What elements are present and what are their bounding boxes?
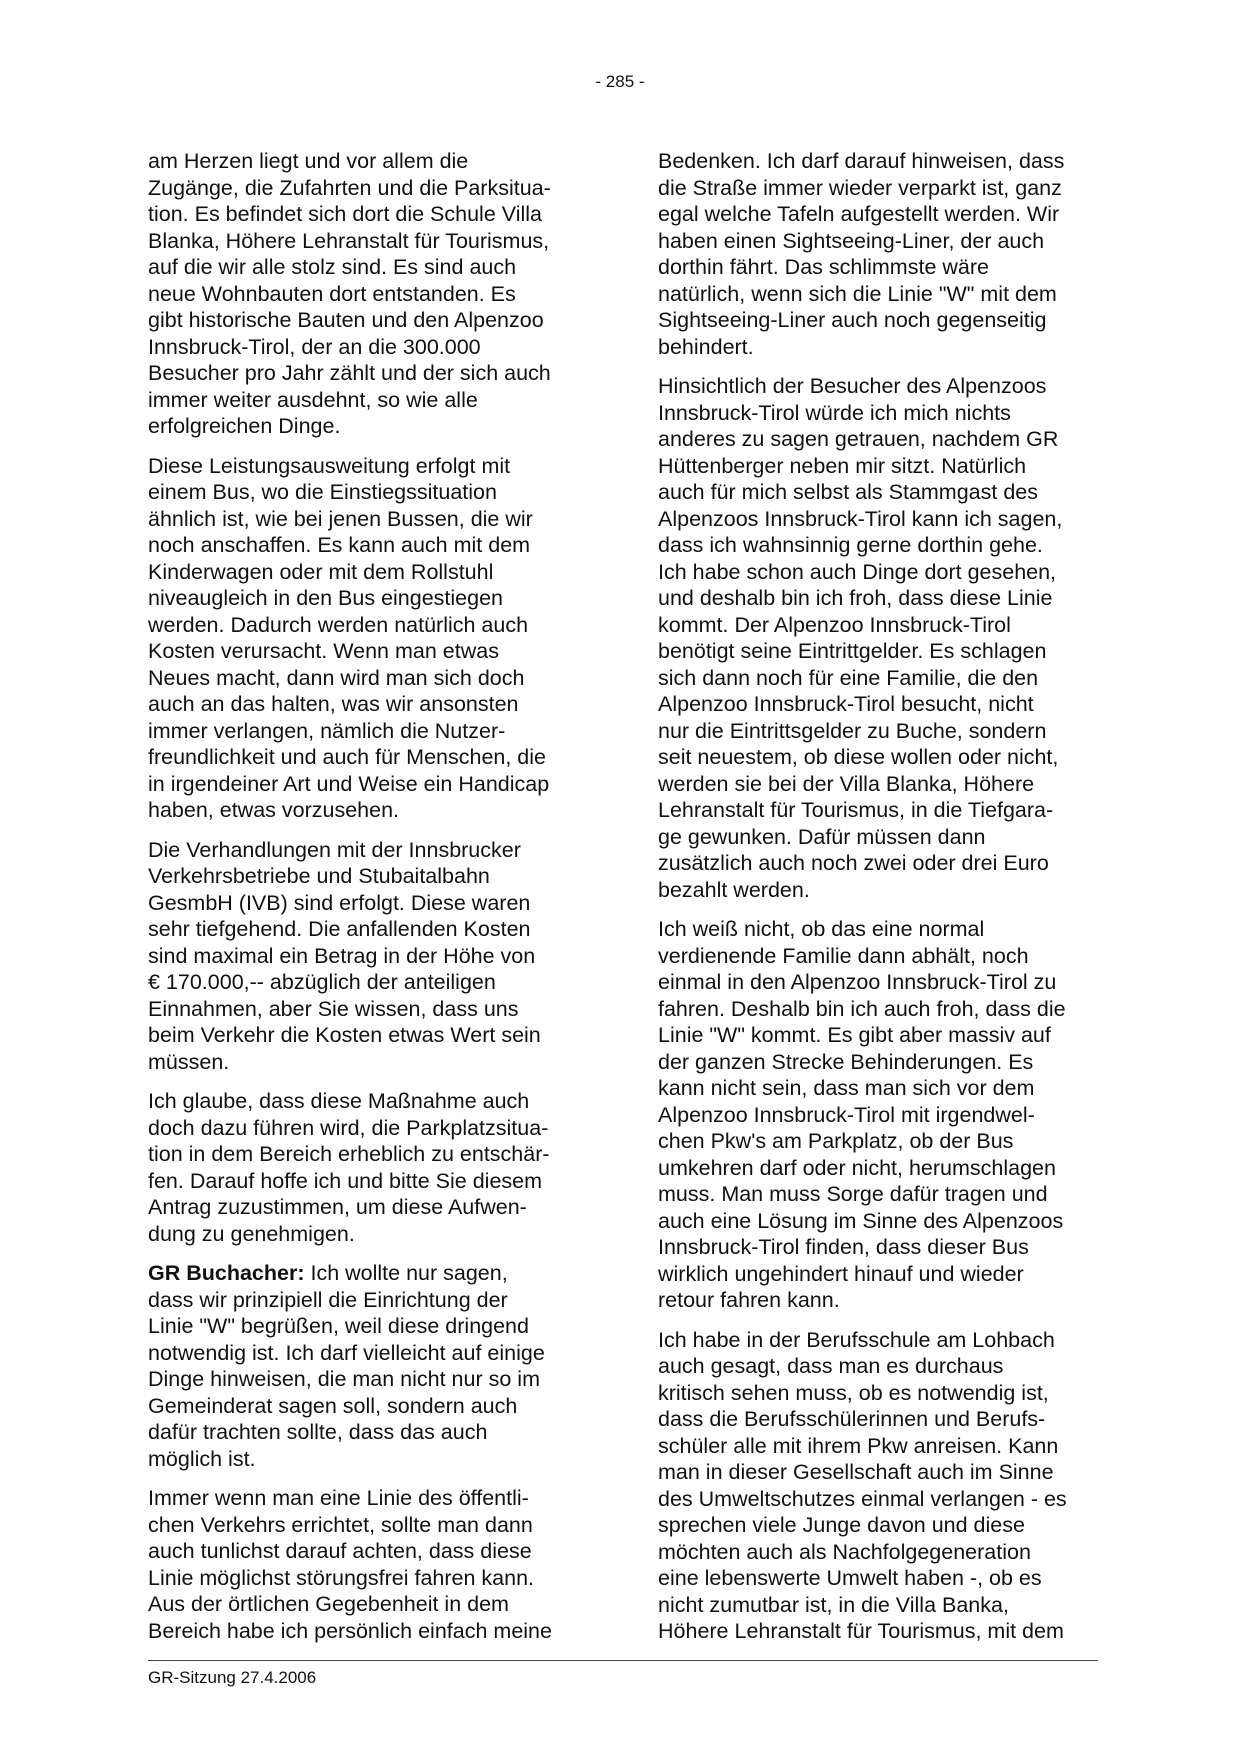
text-line: und deshalb bin ich froh, dass diese Linie xyxy=(658,586,1053,610)
text-line: Hinsichtlich der Besucher des Alpenzoos xyxy=(658,374,1047,398)
text-line: Höhere Lehranstalt für Tourismus, mit dem xyxy=(658,1619,1064,1643)
text-line: Ich weiß nicht, ob das eine normal xyxy=(658,917,985,941)
text-line: Antrag zuzustimmen, um diese Aufwen- xyxy=(148,1195,527,1219)
text-line: einmal in den Alpenzoo Innsbruck-Tirol zu xyxy=(658,970,1057,994)
text-line: sehr tiefgehend. Die anfallenden Kosten xyxy=(148,917,531,941)
text-line: immer verlangen, nämlich die Nutzer- xyxy=(148,718,506,743)
text-line: die Straße immer wieder verparkt ist, ganz xyxy=(658,175,1062,200)
paragraph xyxy=(148,837,588,1076)
text-line: dorthin fährt. Das schlimmste wäre xyxy=(658,255,989,279)
speech-text: Ich wollte nur sagen, xyxy=(304,1261,508,1285)
text-line: noch anschaffen. Es kann auch mit dem xyxy=(148,533,531,557)
paragraph xyxy=(148,453,588,824)
text-line: Lehranstalt für Tourismus, in die Tiefgara- xyxy=(658,798,1054,822)
paragraph xyxy=(148,148,588,440)
text-line: Kosten verursacht. Wenn man etwas xyxy=(148,639,499,663)
text-line: kann nicht sein, dass man sich vor dem xyxy=(658,1076,1035,1100)
text-line: des Umweltschutzes einmal verlangen - es xyxy=(658,1486,1067,1511)
text-line: benötigt seine Eintrittgelder. Es schlagen xyxy=(658,639,1047,663)
text-line: auch tunlichst darauf achten, dass diese xyxy=(148,1539,532,1563)
text-line: sind maximal ein Betrag in der Höhe von xyxy=(148,943,536,968)
text-line: Alpenzoo Innsbruck-Tirol mit irgendwel- xyxy=(658,1102,1035,1127)
text-line: chen Verkehrs errichtet, sollte man dann xyxy=(148,1512,533,1537)
text-line: chen Pkw's am Parkplatz, ob der Bus xyxy=(658,1129,1014,1153)
text-line: müssen. xyxy=(148,1049,230,1074)
text-line: möglich ist. xyxy=(148,1446,256,1471)
text-line: notwendig ist. Ich darf vielleicht auf einige xyxy=(148,1340,545,1365)
text-line: doch dazu führen wird, die Parkplatzsitua- xyxy=(148,1115,549,1140)
page-number: - 285 - xyxy=(595,72,645,91)
footer-divider xyxy=(148,1660,1098,1661)
text-line: egal welche Tafeln aufgestellt werden. Wir xyxy=(658,202,1060,226)
paragraph xyxy=(658,1327,1098,1645)
text-line: Diese Leistungsausweitung erfolgt mit xyxy=(148,453,511,478)
text-line: GesmbH (IVB) sind erfolgt. Diese waren xyxy=(148,890,531,915)
text-line: Ich habe schon auch Dinge dort gesehen, xyxy=(658,559,1057,584)
text-line: auch gesagt, dass man es durchaus xyxy=(658,1354,1004,1378)
text-line xyxy=(148,1260,588,1287)
paragraph xyxy=(658,916,1098,1314)
text-line: Hüttenberger neben mir sitzt. Natürlich xyxy=(658,453,1027,478)
text-line: freundlichkeit und auch für Menschen, die xyxy=(148,745,546,769)
text-line: wirklich ungehindert hinauf und wieder xyxy=(658,1261,1024,1286)
text-line: ge gewunken. Dafür müssen dann xyxy=(658,824,986,849)
text-line: Ich habe in der Berufsschule am Lohbach xyxy=(658,1327,1055,1352)
paragraph xyxy=(658,373,1098,903)
footer-session-date: GR-Sitzung 27.4.2006 xyxy=(148,1668,317,1687)
text-line: neue Wohnbauten dort entstanden. Es xyxy=(148,281,516,306)
text-line: werden. Dadurch werden natürlich auch xyxy=(148,612,529,637)
text-line: immer weiter ausdehnt, so wie alle xyxy=(148,387,478,412)
text-line: schüler alle mit ihrem Pkw anreisen. Kann xyxy=(658,1433,1059,1458)
text-line: kritisch sehen muss, ob es notwendig ist, xyxy=(658,1380,1049,1405)
text-line: einem Bus, wo die Einstiegssituation xyxy=(148,480,497,504)
text-line: Gemeinderat sagen soll, sondern auch xyxy=(148,1393,518,1418)
text-line: haben einen Sightseeing-Liner, der auch xyxy=(658,228,1045,253)
text-line: haben, etwas vorzusehen. xyxy=(148,798,399,822)
text-line: Linie "W" begrüßen, weil diese dringend xyxy=(148,1314,529,1338)
paragraph xyxy=(148,1088,588,1247)
text-line: Sightseeing-Liner auch noch gegenseitig xyxy=(658,308,1047,332)
text-line: Linie möglichst störungsfrei fahren kann. xyxy=(148,1565,535,1590)
text-column-right xyxy=(658,148,1098,1658)
text-line: Innsbruck-Tirol finden, dass dieser Bus xyxy=(658,1235,1029,1259)
text-line: Bedenken. Ich darf darauf hinweisen, dass xyxy=(658,149,1065,173)
text-line: dass die Berufsschülerinnen und Berufs- xyxy=(658,1407,1046,1431)
text-line: Besucher pro Jahr zählt und der sich auch xyxy=(148,361,551,385)
paragraph xyxy=(148,1260,588,1472)
text-line: Zugänge, die Zufahrten und die Parksitua- xyxy=(148,175,551,200)
text-line: bezahlt werden. xyxy=(658,877,810,902)
text-line: in irgendeiner Art und Weise ein Handicap xyxy=(148,771,550,796)
text-line: tion. Es befindet sich dort die Schule Villa xyxy=(148,202,543,226)
text-line: nur die Eintrittsgelder zu Buche, sondern xyxy=(658,718,1047,743)
text-line: anderes zu sagen getrauen, nachdem GR xyxy=(658,427,1059,451)
text-line: Dinge hinweisen, die man nicht nur so im xyxy=(148,1367,540,1391)
text-line: dass ich wahnsinnig gerne dorthin gehe. xyxy=(658,533,1043,557)
text-line: Verkehrsbetriebe und Stubaitalbahn xyxy=(148,864,490,888)
text-line: dung zu genehmigen. xyxy=(148,1221,355,1246)
text-line: auf die wir alle stolz sind. Es sind auch xyxy=(148,255,517,279)
text-line: Aus der örtlichen Gegebenheit in dem xyxy=(148,1592,509,1616)
text-line: ähnlich ist, wie bei jenen Bussen, die wir xyxy=(148,506,533,531)
text-line: Kinderwagen oder mit dem Rollstuhl xyxy=(148,559,494,584)
text-line: Linie "W" kommt. Es gibt aber massiv auf xyxy=(658,1023,1051,1047)
text-line: Immer wenn man eine Linie des öffentli- xyxy=(148,1486,529,1510)
text-line: retour fahren kann. xyxy=(658,1288,840,1312)
text-line: tion in dem Bereich erheblich zu entschär- xyxy=(148,1142,550,1166)
text-line: möchten auch als Nachfolgegeneration xyxy=(658,1539,1031,1564)
text-column-left xyxy=(148,148,588,1657)
text-line: umkehren darf oder nicht, herumschlagen xyxy=(658,1155,1056,1180)
text-line: Neues macht, dann wird man sich doch xyxy=(148,665,525,690)
text-line: Bereich habe ich persönlich einfach meine xyxy=(148,1618,552,1643)
text-line: Alpenzoos Innsbruck-Tirol kann ich sagen, xyxy=(658,506,1063,531)
paragraph xyxy=(658,148,1098,360)
text-line: auch eine Lösung im Sinne des Alpenzoos xyxy=(658,1208,1064,1233)
text-line: niveaugleich in den Bus eingestiegen xyxy=(148,586,504,610)
text-line: Die Verhandlungen mit der Innsbrucker xyxy=(148,837,521,862)
text-line: Ich glaube, dass diese Maßnahme auch xyxy=(148,1089,530,1113)
text-line: kommt. Der Alpenzoo Innsbruck-Tirol xyxy=(658,612,1011,637)
text-line: dafür trachten sollte, dass das auch xyxy=(148,1420,488,1444)
text-line: am Herzen liegt und vor allem die xyxy=(148,149,469,173)
text-line: eine lebenswerte Umwelt haben -, ob es xyxy=(658,1566,1042,1590)
text-line: sprechen viele Junge davon und diese xyxy=(658,1513,1025,1537)
text-line: erfolgreichen Dinge. xyxy=(148,414,341,438)
text-line: seit neuestem, ob diese wollen oder nicht, xyxy=(658,745,1059,769)
text-line: nicht zumutbar ist, in die Villa Banka, xyxy=(658,1592,1009,1617)
text-line: man in dieser Gesellschaft auch im Sinne xyxy=(658,1460,1054,1484)
text-line: fen. Darauf hoffe ich und bitte Sie diesem xyxy=(148,1168,543,1193)
text-line: fahren. Deshalb bin ich auch froh, dass die xyxy=(658,996,1066,1021)
text-line: behindert. xyxy=(658,334,754,359)
text-line: der ganzen Strecke Behinderungen. Es xyxy=(658,1049,1034,1074)
text-line: dass wir prinzipiell die Einrichtung der xyxy=(148,1287,508,1312)
text-line: € 170.000,-- abzüglich der anteiligen xyxy=(148,970,496,994)
text-line: muss. Man muss Sorge dafür tragen und xyxy=(658,1182,1048,1206)
text-line: beim Verkehr die Kosten etwas Wert sein xyxy=(148,1023,541,1047)
text-line: Blanka, Höhere Lehranstalt für Tourismus, xyxy=(148,228,550,253)
text-line: Innsbruck-Tirol würde ich mich nichts xyxy=(658,400,1011,425)
text-line: Einnahmen, aber Sie wissen, dass uns xyxy=(148,996,519,1021)
text-line: gibt historische Bauten und den Alpenzoo xyxy=(148,308,544,332)
text-line: zusätzlich auch noch zwei oder drei Euro xyxy=(658,851,1049,875)
text-line: werden sie bei der Villa Blanka, Höhere xyxy=(658,771,1035,796)
text-line: sich dann noch für eine Familie, die den xyxy=(658,665,1039,690)
text-line: auch an das halten, was wir ansonsten xyxy=(148,692,519,716)
speaker-name: GR Buchacher: xyxy=(148,1261,305,1285)
paragraph xyxy=(148,1485,588,1644)
text-line: auch für mich selbst als Stammgast des xyxy=(658,480,1038,504)
text-line: Alpenzoo Innsbruck-Tirol besucht, nicht xyxy=(658,692,1034,716)
text-line: verdienende Familie dann abhält, noch xyxy=(658,943,1029,968)
text-line: natürlich, wenn sich die Linie "W" mit dem xyxy=(658,281,1057,306)
text-line: Innsbruck-Tirol, der an die 300.000 xyxy=(148,334,481,359)
